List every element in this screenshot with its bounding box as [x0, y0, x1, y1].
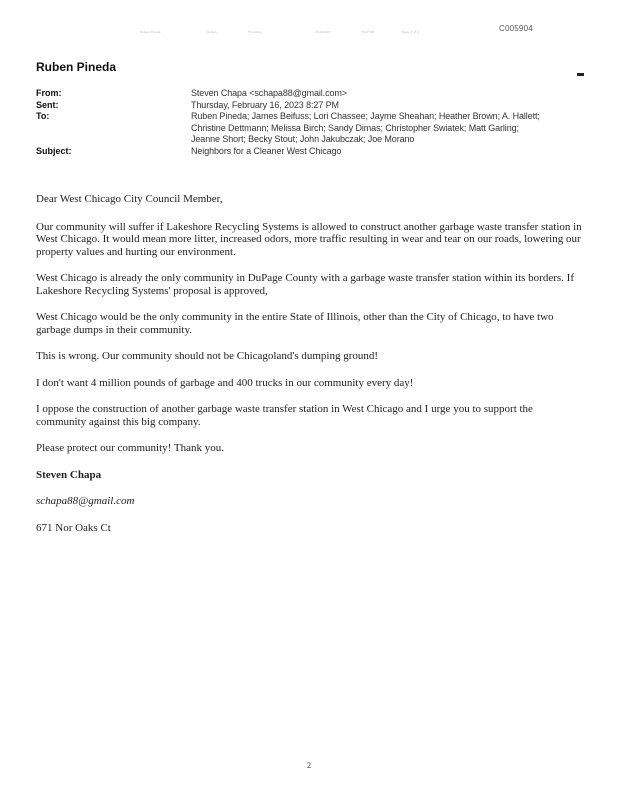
- subject-value: Neighbors for a Cleaner West Chicago: [191, 145, 342, 156]
- faint-header-text: Ruben Pineda: [140, 30, 161, 34]
- to-value: [191, 111, 586, 146]
- signature-address: 671 Nor Oaks Ct: [36, 521, 111, 534]
- sent-value: Thursday, February 16, 2023 8:27 PM: [191, 99, 339, 110]
- mailbox-owner-name: Ruben Pineda: [36, 60, 117, 74]
- subject-row: [36, 146, 586, 158]
- faint-header-text: Thursday: [248, 30, 262, 34]
- faint-header-text: Page 2 of 2: [402, 30, 419, 34]
- body-paragraph: Our community will suffer if Lakeshore Recycling Systems is allowed to construct another garbage waste transfer station in West Chicago. It would mean more litter, increased odors, more traffic resulting in wear and tear on our roads, lowering our property values and hurting our environment.: [36, 220, 582, 258]
- body-paragraph: West Chicago is already the only community in DuPage County with a garbage waste transfer station within its borders. If Lakeshore Recycling Systems' proposal is approved,: [36, 272, 574, 297]
- signature-email: schapa88@gmail.com: [36, 495, 135, 507]
- faint-print-header: [140, 29, 440, 35]
- to-label: To:: [36, 111, 50, 121]
- to-row: [36, 111, 586, 146]
- from-label: From:: [36, 88, 62, 98]
- bates-number: C005904: [499, 24, 533, 33]
- signature-name: Steven Chapa: [36, 468, 102, 481]
- body-paragraph: This is wrong. Our community should not be Chicagoland's dumping ground!: [36, 350, 379, 362]
- to-line: Jeanne Short; Becky Stout; John Jakubczak; Joe Morano: [191, 134, 415, 144]
- scan-mark: [577, 73, 584, 76]
- to-line: Christine Dettmann; Melissa Birch; Sandy Dimas; Christopher Swiatek; Matt Garling;: [191, 122, 519, 133]
- from-row: [36, 88, 586, 100]
- faint-header-text: 2/16/2023: [315, 30, 331, 34]
- sent-row: [36, 100, 586, 112]
- email-body: [36, 193, 584, 534]
- email-header: [36, 88, 586, 157]
- page-number: 2: [307, 761, 311, 770]
- faint-header-text: Ruben: [207, 30, 217, 34]
- subject-label: Subject:: [36, 145, 72, 156]
- body-paragraph: I don't want 4 million pounds of garbage and 400 trucks in our community every day!: [36, 376, 414, 389]
- to-line: Ruben Pineda; James Beifuss; Lori Chassee; Jayme Sheahan; Heather Brown; A. Hallett;: [191, 111, 540, 121]
- salutation: Dear West Chicago City Council Member,: [36, 193, 223, 205]
- body-paragraph: I oppose the construction of another garbage waste transfer station in West Chicago and I urge you to support the community against this big company.: [36, 403, 533, 428]
- body-paragraph: West Chicago would be the only community in the entire State of Illinois, other than the City of Chicago, to have two garbage dumps in their community.: [36, 311, 554, 336]
- from-value: Steven Chapa <schapa88@gmail.com>: [191, 88, 347, 98]
- body-paragraph: Please protect our community! Thank you.: [36, 442, 224, 454]
- sent-label: Sent:: [36, 99, 59, 110]
- faint-header-text: 8:27 PM: [362, 30, 375, 34]
